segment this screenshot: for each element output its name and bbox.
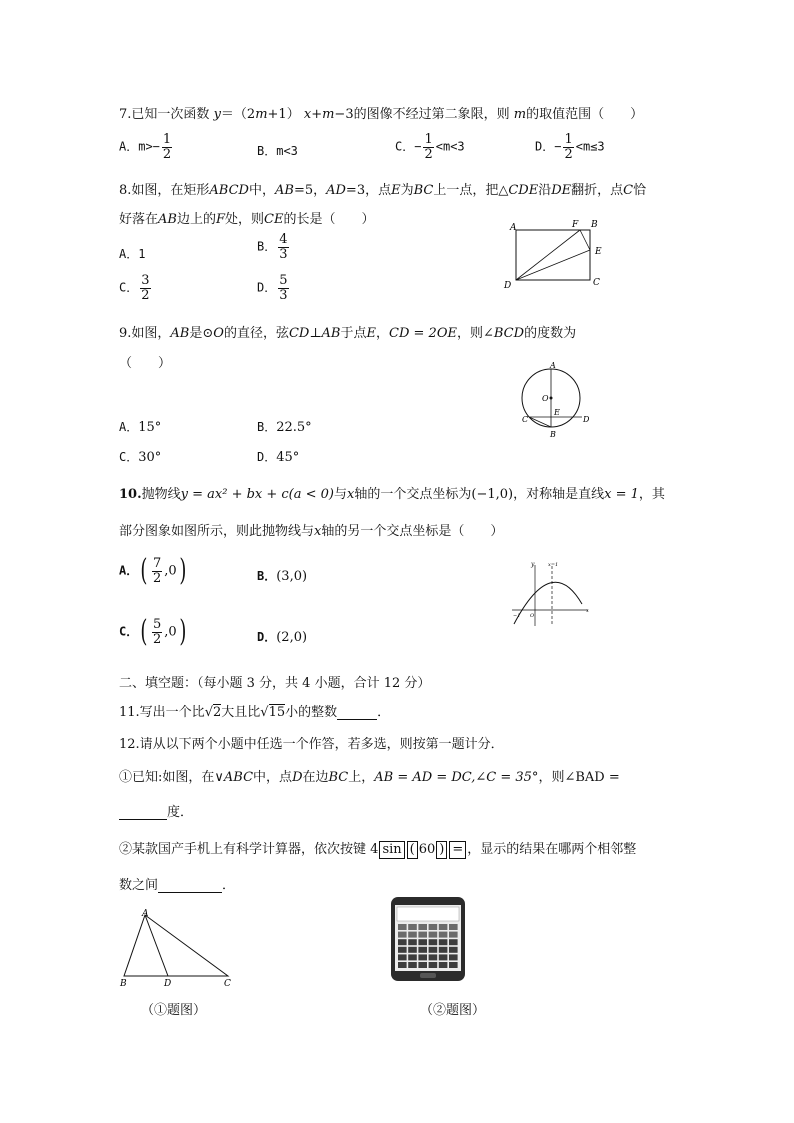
calculator-key xyxy=(449,962,458,968)
label-d: D xyxy=(164,979,172,988)
q8-text: 中， xyxy=(248,183,275,198)
segment-de xyxy=(516,250,590,280)
q7-option-a-pre: m>− xyxy=(138,139,160,154)
q9-condition-perpendicular: CD⊥AB xyxy=(288,326,341,341)
calculator-key xyxy=(439,939,448,945)
option-value: 15° xyxy=(138,420,162,435)
q10-formula: y = ax² + bx + c(a < 0) xyxy=(180,487,335,502)
calculator-key xyxy=(429,962,438,968)
q8-var-ab: AB xyxy=(158,212,177,227)
q8-text: 的长是（ ） xyxy=(283,212,375,227)
q10-option-a-fraction xyxy=(152,557,162,585)
label-c: C xyxy=(224,979,231,988)
q11-text: 小的整数 xyxy=(285,705,338,720)
q12-sub1-line1 xyxy=(119,766,620,785)
calculator-key xyxy=(449,947,458,953)
calculator-key xyxy=(418,954,427,960)
rectangle-abcd xyxy=(516,230,590,280)
fraction-denominator: 3 xyxy=(279,246,288,262)
q8-var-ad: AD xyxy=(326,183,346,198)
option-value: (3,0) xyxy=(276,569,308,584)
q8-option-c xyxy=(119,274,153,302)
q7-minus3: −3 xyxy=(334,107,354,122)
q9-option-c xyxy=(119,448,161,465)
q7-number: 7. xyxy=(119,107,132,122)
label-a: A xyxy=(142,909,149,919)
q7-var-m2: m xyxy=(322,107,335,122)
calculator-key xyxy=(408,924,417,930)
calculator-key xyxy=(439,924,448,930)
q7-option-a-fraction xyxy=(162,133,172,161)
label-b: B xyxy=(120,979,127,988)
q8-text: 8.如图，在矩形 xyxy=(119,183,210,198)
q8-var-f: F xyxy=(215,212,226,227)
q8-text: 边上的 xyxy=(176,212,216,227)
option-label: A． xyxy=(119,420,139,434)
q12-sub1-line2 xyxy=(119,801,193,820)
fraction-denominator: 2 xyxy=(162,146,172,162)
calculator-key xyxy=(429,939,438,945)
calculator-key xyxy=(398,947,407,953)
fraction-numerator: 7 xyxy=(152,555,162,571)
q10-option-a xyxy=(119,553,188,588)
q7-plus1: +1） xyxy=(267,107,300,122)
q8-option-b-fraction xyxy=(278,233,288,261)
option-label: B． xyxy=(257,569,277,583)
q10-option-b xyxy=(257,567,307,584)
key-equals: = xyxy=(449,841,466,859)
q7-text-b: 的图像不经过第二象限，则 xyxy=(353,107,510,122)
q8-rectangle-figure xyxy=(500,218,610,293)
option-label: D． xyxy=(257,280,277,295)
q10-text: 轴的一个交点坐标为 xyxy=(354,487,472,502)
option-label: D． xyxy=(257,450,277,464)
q7-stem xyxy=(119,103,643,122)
option-label: C． xyxy=(119,624,139,639)
paren-right: ) xyxy=(178,553,187,588)
option-value: 1 xyxy=(138,247,146,261)
q12-figure2-caption: （②题图） xyxy=(420,1003,486,1018)
calculator-key xyxy=(398,954,407,960)
q12-sub1-answer-blank[interactable] xyxy=(119,804,167,820)
label-x1: x=1 xyxy=(548,562,559,568)
calculator-key xyxy=(429,924,438,930)
q10-var-x: x xyxy=(347,487,355,502)
calculator-key xyxy=(418,932,427,938)
q12-var-d: D xyxy=(292,770,303,785)
q8-var-ce: CE xyxy=(264,212,284,227)
option-value: 30° xyxy=(138,450,162,465)
q7-option-a xyxy=(119,133,174,161)
fraction-denominator: 2 xyxy=(141,287,150,303)
calculator-key xyxy=(439,962,448,968)
option-label: A． xyxy=(119,563,139,578)
label-o: O xyxy=(542,394,549,403)
phone-home-button xyxy=(420,973,436,978)
q9-option-d xyxy=(257,448,299,465)
q7-option-d-post: <m≤3 xyxy=(575,139,605,154)
q12-text: ，显示的结果在哪两个相邻整 xyxy=(467,842,637,857)
fraction-numerator: 1 xyxy=(162,132,172,147)
calculator-key xyxy=(408,947,417,953)
q7-plus: + xyxy=(311,107,323,122)
q9-text: ， xyxy=(376,326,390,341)
q12-phone-figure xyxy=(390,896,466,982)
q8-option-d-fraction xyxy=(278,274,288,302)
q8-var-ab: AB xyxy=(274,183,294,198)
segment-fe xyxy=(580,230,590,250)
key-60: 60 xyxy=(418,842,436,857)
calculator-key xyxy=(439,947,448,953)
q7-var-m: m xyxy=(255,107,268,122)
calculator-key xyxy=(418,939,427,945)
q10-stem-line2 xyxy=(119,520,503,539)
q12-var-bc: BC xyxy=(328,770,349,785)
q10-text: ，对称轴是直线 xyxy=(513,487,605,502)
q12-triangle-figure xyxy=(112,908,242,988)
q7-var-m3: m xyxy=(513,107,527,122)
q10-option-d xyxy=(257,628,307,645)
label-y: y xyxy=(531,561,535,568)
q7-option-c-label: C． xyxy=(395,139,415,154)
q12-text: 上， xyxy=(348,770,375,785)
option-label: A． xyxy=(119,247,139,261)
fraction-denominator: 2 xyxy=(424,146,433,162)
calculator-key xyxy=(398,924,407,930)
parabola-curve xyxy=(514,582,582,624)
q7-option-d xyxy=(535,133,605,161)
option-label: C． xyxy=(119,450,139,464)
q10-text: ，其 xyxy=(638,487,665,502)
option-label: D． xyxy=(257,630,277,644)
q9-var-e: E xyxy=(366,326,377,341)
q12-text: ①已知:如图，在 xyxy=(119,770,215,785)
label-d: D xyxy=(504,281,512,291)
option-label: B． xyxy=(257,420,277,434)
q12-period: ． xyxy=(222,878,236,893)
q8-var-abcd: ABCD xyxy=(209,183,249,198)
q8-var-de: DE xyxy=(551,183,572,198)
q12-stem: 12.请从以下两个小题中任选一个作答，若多选，则按第一题计分． xyxy=(119,737,504,752)
option-label: C． xyxy=(119,280,139,295)
q7-option-a-label: A． xyxy=(119,139,139,154)
q11-period: ． xyxy=(377,705,391,720)
label-minus1: −1 xyxy=(513,613,521,619)
q8-text: 翻折，点 xyxy=(571,183,624,198)
segment-cb xyxy=(529,417,551,427)
q12-text: ②某款国产手机上有科学计算器，依次按键 xyxy=(119,842,367,857)
q9-text: 是⊙ xyxy=(189,326,214,341)
q7-option-d-fraction xyxy=(563,133,573,161)
calculator-key xyxy=(449,932,458,938)
calculator-key xyxy=(429,954,438,960)
q10-text: 抛物线 xyxy=(141,487,181,502)
q7-var-x: x xyxy=(303,107,312,122)
q7-text-a: 已知一次函数 xyxy=(131,107,210,122)
q10-parabola-figure xyxy=(508,560,593,630)
q8-text: =3，点 xyxy=(345,183,392,198)
fraction-numerator: 3 xyxy=(141,273,150,288)
q8-option-a xyxy=(119,245,145,262)
q9-text: 的直径，弦 xyxy=(223,326,289,341)
q11-text: 大且比 xyxy=(221,705,261,720)
calculator-display xyxy=(397,907,459,921)
fraction-denominator: 3 xyxy=(279,287,288,303)
fraction-numerator: 5 xyxy=(279,273,288,288)
q11-radicand-2: 15 xyxy=(268,705,286,720)
q8-var-bc: BC xyxy=(413,183,434,198)
q9-text: 于点 xyxy=(340,326,367,341)
q12-condition: AB = AD = DC,∠C = 35° xyxy=(374,770,539,785)
q8-text: 处，则 xyxy=(225,212,265,227)
q8-text: 沿 xyxy=(538,183,552,198)
label-f: F xyxy=(572,220,579,230)
q10-stem-line1 xyxy=(119,483,665,502)
q10-text: 部分图象如图所示，则此抛物线与 xyxy=(119,524,315,539)
q9-var-o: O xyxy=(213,326,224,341)
label-a: A xyxy=(510,223,517,233)
calculator-key xyxy=(398,939,407,945)
q11-text: 11.写出一个比 xyxy=(119,705,205,720)
q8-stem-line1 xyxy=(119,179,646,198)
option-tail: ,0 xyxy=(164,624,177,640)
calculator-key xyxy=(418,962,427,968)
calculator-key xyxy=(408,939,417,945)
q7-option-c xyxy=(395,133,465,161)
q12-text: 中，点 xyxy=(253,770,293,785)
q8-text: 上一点，把△ xyxy=(433,183,509,198)
q7-text-c: 的取值范围（ ） xyxy=(526,107,644,122)
calculator-key xyxy=(429,947,438,953)
segment-ad xyxy=(145,915,168,976)
q9-stem xyxy=(119,322,576,341)
center-point xyxy=(550,397,553,400)
q7-option-b-label: B． xyxy=(257,144,277,158)
fraction-denominator: 2 xyxy=(152,570,162,586)
q10-number: 10. xyxy=(119,487,142,502)
calculator-key xyxy=(398,962,407,968)
label-c: C xyxy=(593,278,600,288)
label-d: D xyxy=(583,415,590,424)
q9-text: 9.如图， xyxy=(119,326,171,341)
calculator-key xyxy=(449,954,458,960)
q9-text: 的度数为 xyxy=(524,326,577,341)
q10-option-c xyxy=(119,614,188,649)
calculator-key xyxy=(429,932,438,938)
calculator-key xyxy=(439,954,448,960)
q9-text: ，则∠ xyxy=(456,326,494,341)
q7-eq: ＝（2 xyxy=(220,107,256,122)
key-right-paren: ) xyxy=(436,841,447,859)
label-e: E xyxy=(554,408,560,417)
q11-answer-blank[interactable] xyxy=(337,704,377,720)
fraction-numerator: 1 xyxy=(564,132,573,147)
label-c: C xyxy=(522,415,529,424)
calculator-key xyxy=(408,932,417,938)
q8-var-e: E xyxy=(391,183,401,198)
calculator-key xyxy=(408,962,417,968)
q8-var-c: C xyxy=(623,183,634,198)
label-x: x xyxy=(586,608,589,614)
q12-sub2-answer-blank[interactable] xyxy=(158,877,222,893)
q12-text: 数之间 xyxy=(119,878,159,893)
q12-sub2-line2 xyxy=(119,874,235,893)
calculator-key xyxy=(439,932,448,938)
q12-sub2-line1 xyxy=(119,838,636,859)
q7-option-d-pre: − xyxy=(554,139,562,154)
fraction-numerator: 4 xyxy=(279,232,288,247)
q11-stem xyxy=(119,701,390,720)
q8-option-b xyxy=(257,233,291,261)
q8-option-d xyxy=(257,274,291,302)
paren-left: ( xyxy=(140,553,148,588)
q8-option-c-fraction xyxy=(140,274,150,302)
triangle-abc xyxy=(124,915,228,976)
q9-option-b xyxy=(257,418,312,435)
label-a: A xyxy=(550,361,556,370)
q10-option-c-fraction xyxy=(152,618,162,646)
option-tail: ,0 xyxy=(164,563,177,579)
q7-option-c-fraction xyxy=(423,133,433,161)
calculator-key xyxy=(449,924,458,930)
key-4: 4 xyxy=(370,842,379,857)
q9-condition-length: CD = 2OE xyxy=(389,326,457,341)
fraction-denominator: 2 xyxy=(564,146,573,162)
calculator-key xyxy=(408,954,417,960)
q10-var-x: x xyxy=(314,524,322,539)
section-2-heading: 二、填空题：（每小题 3 分，共 4 小题，合计 12 分） xyxy=(119,676,431,691)
q8-text: 为 xyxy=(400,183,414,198)
q7-option-c-pre: − xyxy=(414,139,422,154)
q7-option-d-label: D． xyxy=(535,139,555,154)
q12-text: 在边 xyxy=(302,770,329,785)
option-value: 45° xyxy=(276,450,300,465)
paren-right: ) xyxy=(178,614,187,649)
q8-text: =5， xyxy=(293,183,327,198)
q9-var-ab: AB xyxy=(170,326,190,341)
q12-text: ，则∠BAD = xyxy=(538,770,620,785)
q7-option-c-post: <m<3 xyxy=(435,139,465,154)
calculator-key xyxy=(449,939,458,945)
q7-var-y: y xyxy=(213,107,221,122)
q8-text: 恰 xyxy=(633,183,647,198)
sqrt-sign: √ xyxy=(204,705,213,720)
key-left-paren: ( xyxy=(407,841,418,859)
q7-option-b xyxy=(257,142,298,159)
label-e: E xyxy=(595,247,602,257)
q9-answer-paren: （ ） xyxy=(119,356,172,371)
q12-figure1-caption: （①题图） xyxy=(141,1003,207,1018)
q11-radicand-1: 2 xyxy=(212,705,222,720)
q10-text: 与 xyxy=(334,487,348,502)
label-origin: O xyxy=(530,613,535,619)
calculator-key xyxy=(418,947,427,953)
q12-text: 度． xyxy=(167,805,194,820)
fraction-numerator: 1 xyxy=(424,132,433,147)
q10-axis: x = 1 xyxy=(604,487,639,502)
q12-triangle: ∨ABC xyxy=(214,770,254,785)
label-b: B xyxy=(591,220,598,230)
q8-var-cde: CDE xyxy=(508,183,539,198)
label-b: B xyxy=(550,430,556,439)
q8-text: 好落在 xyxy=(119,212,159,227)
fraction-denominator: 2 xyxy=(152,631,162,647)
fraction-numerator: 5 xyxy=(152,616,162,632)
q8-stem-line2 xyxy=(119,208,374,227)
q9-var-bcd: BCD xyxy=(493,326,525,341)
calculator-key xyxy=(398,932,407,938)
option-value: (2,0) xyxy=(276,630,308,645)
key-sin: sin xyxy=(379,841,404,859)
calculator-key xyxy=(418,924,427,930)
segment-df xyxy=(516,230,580,280)
q10-point: (−1,0) xyxy=(471,487,514,502)
option-label: B． xyxy=(257,239,277,254)
sqrt-sign: √ xyxy=(260,705,269,720)
q10-text: 轴的另一个交点坐标是（ ） xyxy=(321,524,504,539)
paren-left: ( xyxy=(140,614,148,649)
q9-circle-figure xyxy=(515,358,595,443)
option-value: 22.5° xyxy=(276,420,312,435)
q7-option-b-text: m<3 xyxy=(276,144,298,158)
q9-option-a xyxy=(119,418,161,435)
